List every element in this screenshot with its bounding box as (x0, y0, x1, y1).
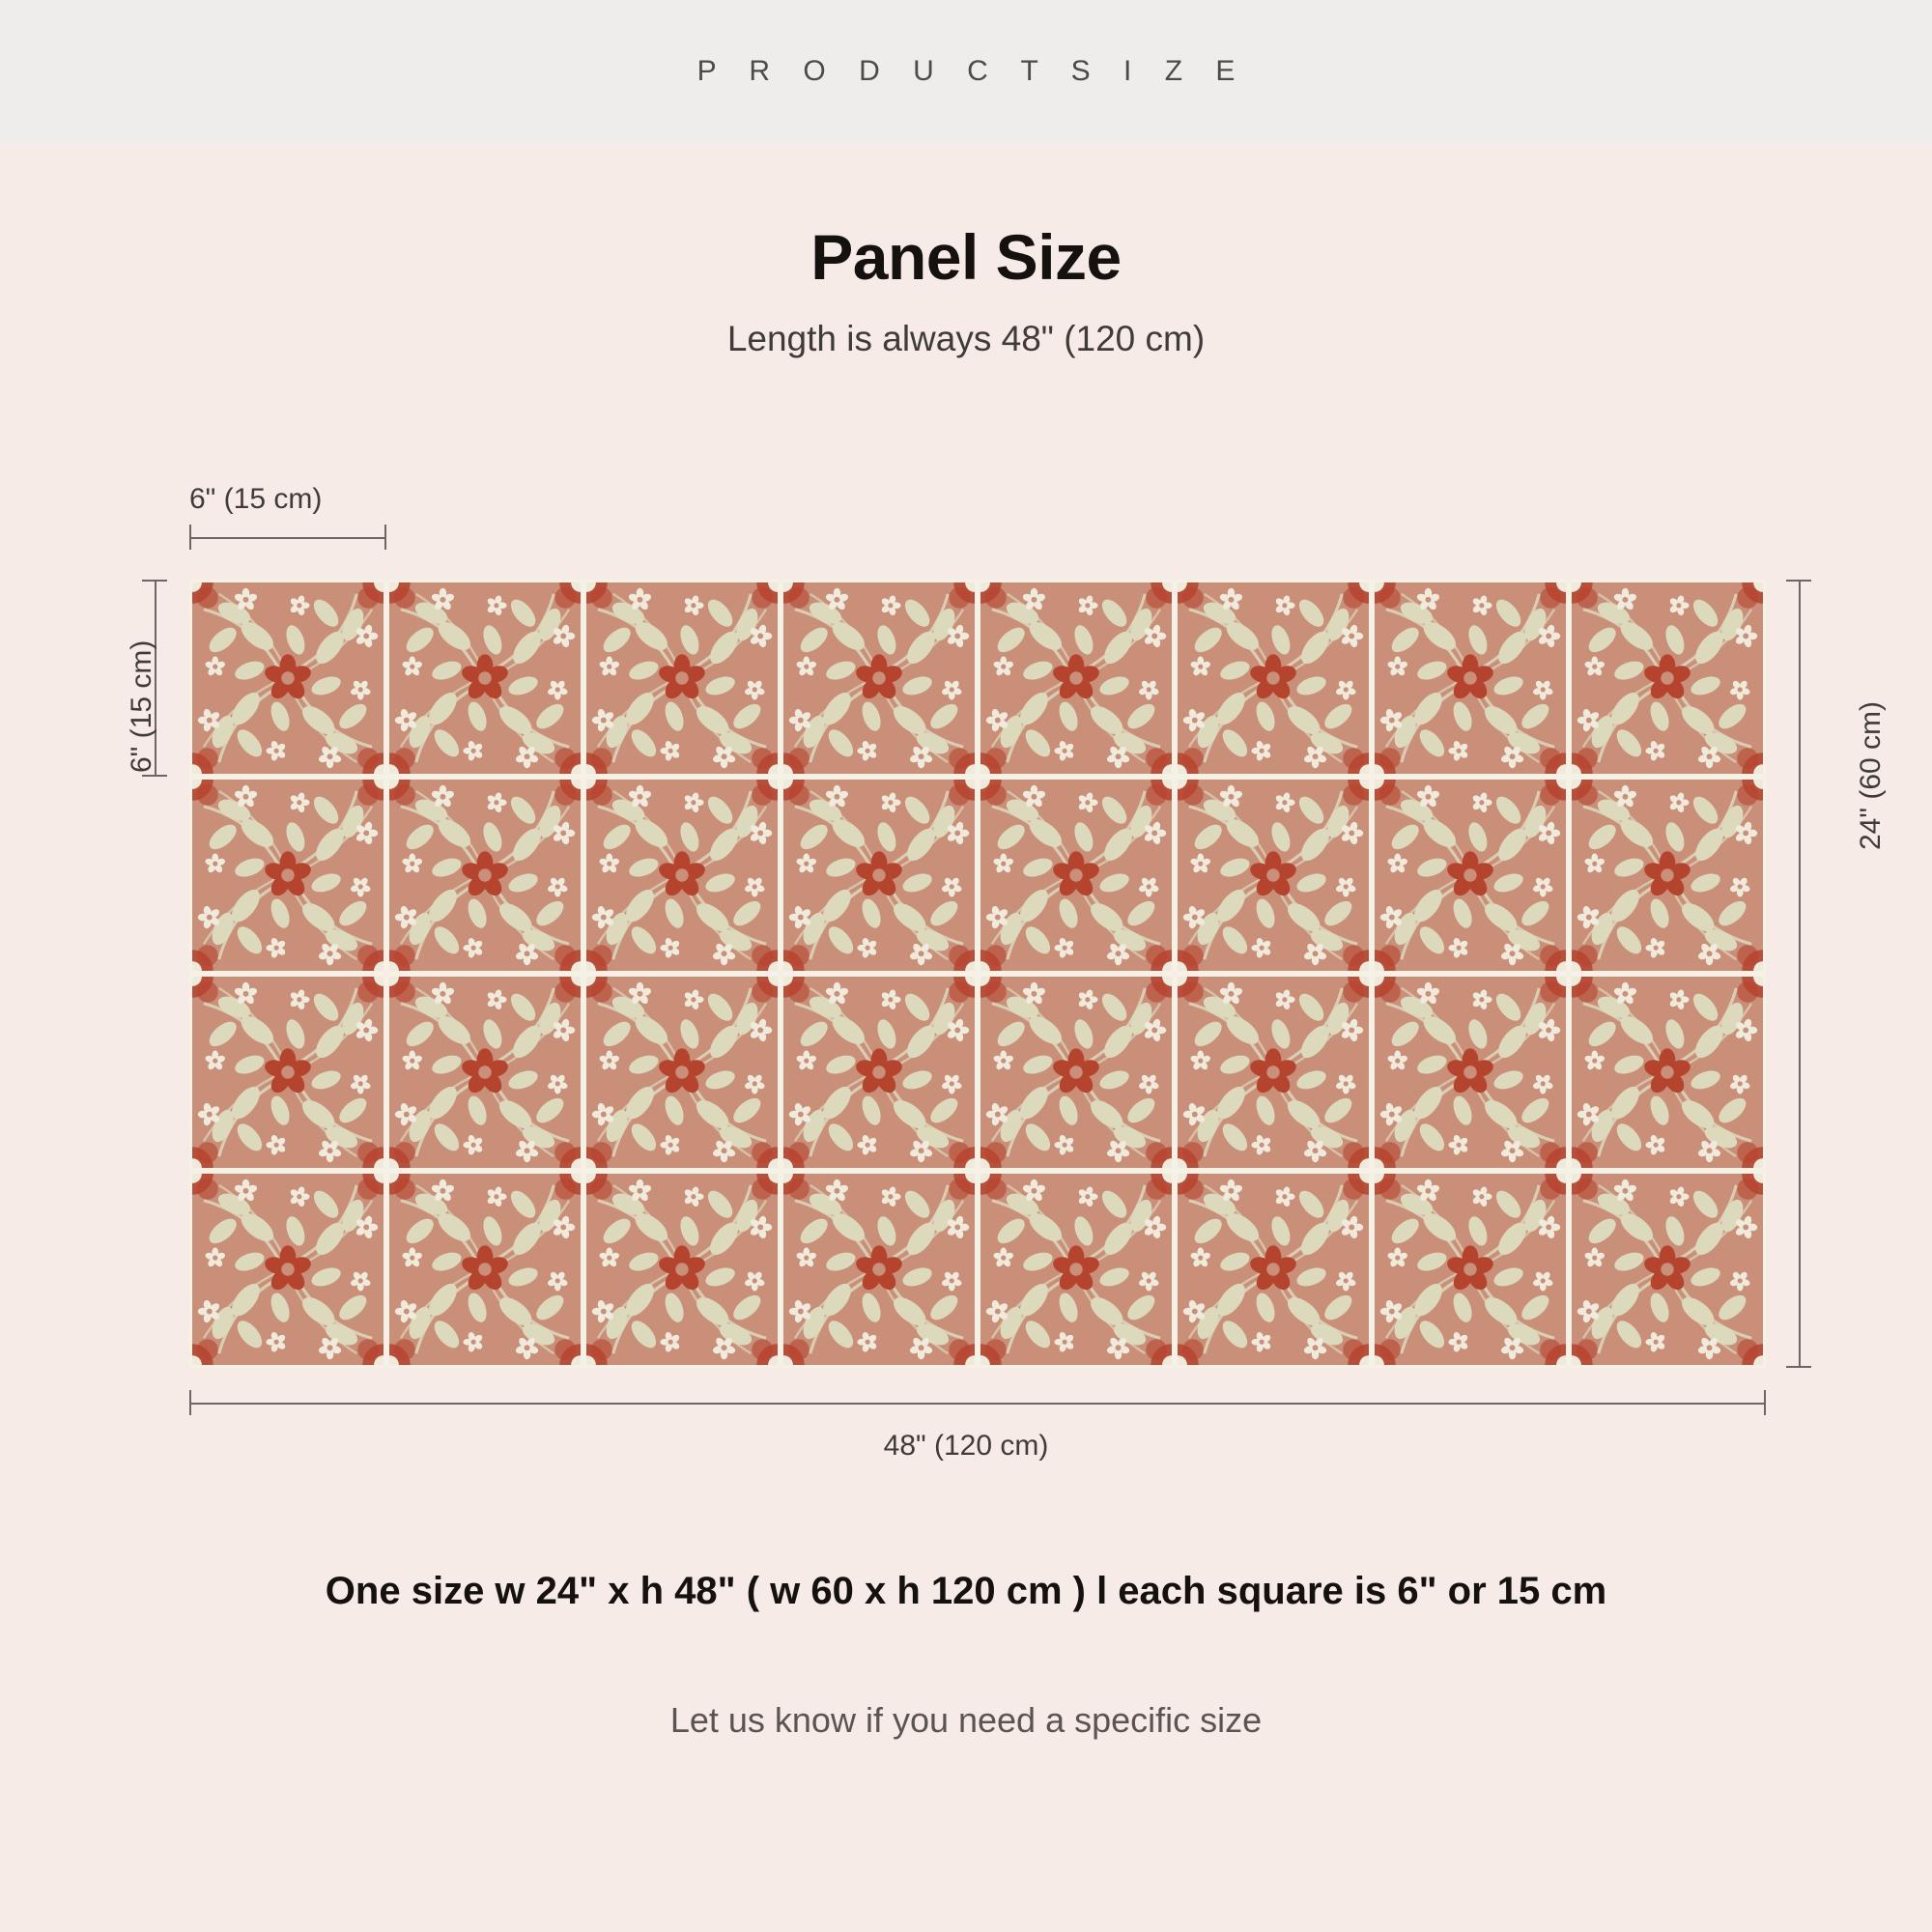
tile (583, 1171, 781, 1368)
tile-width-dimension-line (189, 537, 386, 539)
tile (978, 777, 1175, 974)
tile (1175, 1171, 1372, 1368)
tile-width-tick-right (384, 525, 386, 550)
product-size-banner (0, 0, 1932, 143)
tile (583, 974, 781, 1171)
tile (781, 777, 978, 974)
tile (1569, 777, 1766, 974)
tile-height-tick-bottom (142, 775, 167, 777)
tile (189, 1171, 386, 1368)
tile (583, 580, 781, 777)
tile-width-label: 6" (15 cm) (189, 483, 323, 515)
tile (978, 1171, 1175, 1368)
tile (189, 974, 386, 1171)
tile (1569, 580, 1766, 777)
panel-height-label: 24" (60 cm) (1855, 700, 1887, 850)
panel-diagram (189, 580, 1766, 1368)
panel-height-tick-bottom (1786, 1366, 1811, 1368)
panel-width-dimension-line (189, 1403, 1766, 1405)
tile (189, 580, 386, 777)
tile (386, 777, 583, 974)
size-summary: One size w 24" x h 48" ( w 60 x h 120 cm ) l each square is 6" or 15 cm (325, 1570, 1607, 1612)
tile (1175, 777, 1372, 974)
tile (978, 974, 1175, 1171)
tile (386, 1171, 583, 1368)
tile (1372, 1171, 1569, 1368)
tile (781, 580, 978, 777)
panel-width-tick-left (189, 1390, 191, 1415)
tile (781, 1171, 978, 1368)
tile (1569, 1171, 1766, 1368)
tile-grid (189, 580, 1766, 1368)
tile (1372, 580, 1569, 777)
panel-height-dimension-line (1799, 580, 1801, 1368)
tile (1372, 777, 1569, 974)
panel-width-tick-right (1764, 1390, 1766, 1415)
tile (189, 777, 386, 974)
tile (1175, 580, 1372, 777)
tile (978, 580, 1175, 777)
tile-width-tick-left (189, 525, 191, 550)
tile-height-tick-top (142, 580, 167, 582)
tile-height-label: 6" (15 cm) (126, 639, 157, 773)
tile (1175, 974, 1372, 1171)
panel-width-label: 48" (120 cm) (883, 1430, 1049, 1462)
tile (386, 974, 583, 1171)
page-subtitle: Length is always 48" (120 cm) (726, 319, 1206, 358)
custom-size-note: Let us know if you need a specific size (669, 1700, 1263, 1740)
panel-height-tick-top (1786, 580, 1811, 582)
tile (1569, 974, 1766, 1171)
tile (583, 777, 781, 974)
tile (781, 974, 978, 1171)
product-size-banner-label: P R O D U C T S I Z E (696, 55, 1248, 87)
tile (386, 580, 583, 777)
tile (1372, 974, 1569, 1171)
page-title: Panel Size (810, 221, 1122, 293)
